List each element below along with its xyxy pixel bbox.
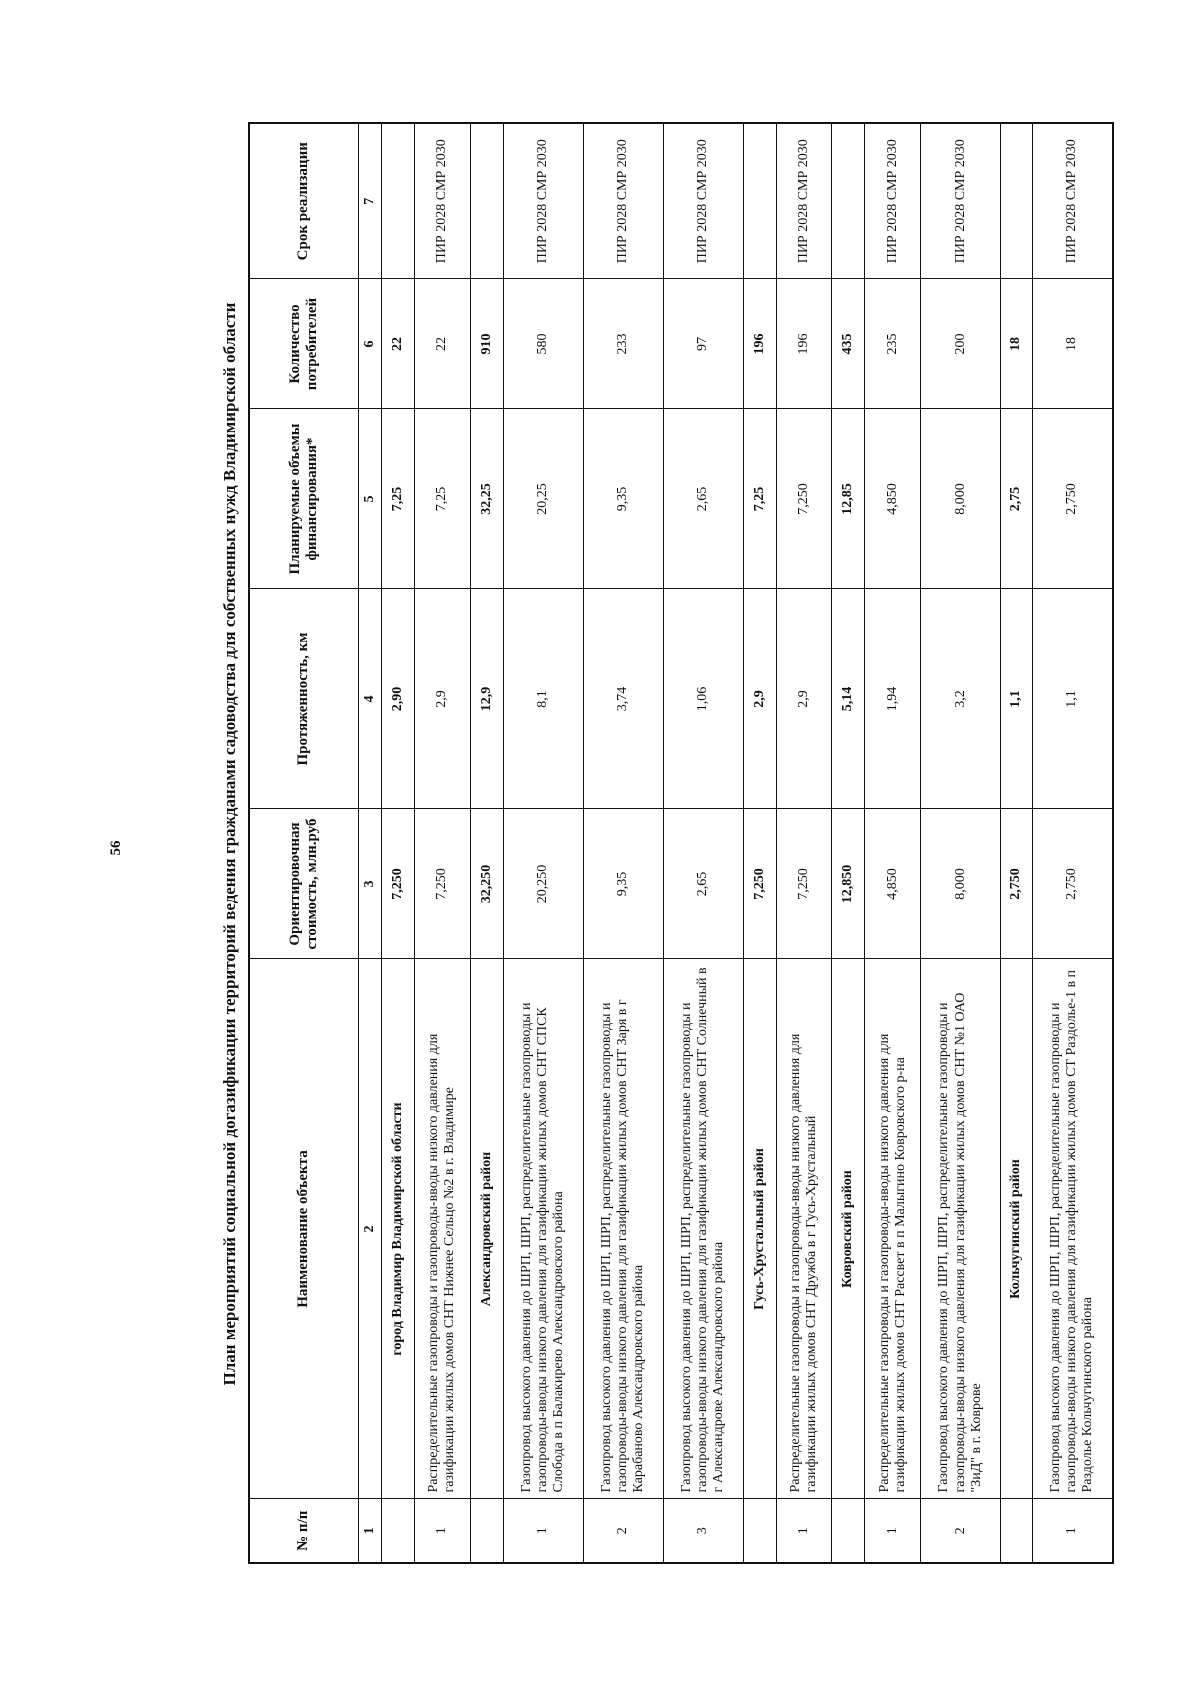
row-num: 1 [415, 1499, 471, 1563]
group-num-cell [470, 1499, 503, 1563]
group-length: 2,90 [382, 589, 415, 809]
plan-table [248, 122, 1114, 1564]
row-term: ПИР 2028 СМР 2030 [776, 123, 832, 279]
group-term-cell [470, 123, 503, 279]
group-length: 2,9 [743, 589, 776, 809]
table-row [583, 123, 663, 1563]
group-num-cell [832, 1499, 865, 1563]
row-num: 1 [865, 1499, 921, 1563]
row-length: 2,9 [776, 589, 832, 809]
group-num-cell [743, 1499, 776, 1563]
group-consumers: 18 [1001, 279, 1033, 409]
group-funding: 7,25 [382, 409, 415, 589]
row-length: 3,74 [583, 589, 663, 809]
row-name: Газопровод высокого давления до ШРП, ШРП, распределительные газопроводы и газопроводы-вводы низкого давления для газификации жилых домов СНТ СПСК Слобода в п Балакирево Александровского района [503, 959, 583, 1499]
row-term: ПИР 2028 СМР 2030 [583, 123, 663, 279]
row-consumers: 233 [583, 279, 663, 409]
table-row [415, 123, 471, 1563]
row-num: 2 [921, 1499, 1001, 1563]
row-term: ПИР 2028 СМР 2030 [415, 123, 471, 279]
row-term: ПИР 2028 СМР 2030 [865, 123, 921, 279]
row-name: Распределительные газопроводы и газопроводы-вводы низкого давления для газификации жилых домов СНТ Дружба в г Гусь-Хрустальный [776, 959, 832, 1499]
row-cost: 4,850 [865, 809, 921, 959]
row-term: ПИР 2028 СМР 2030 [663, 123, 743, 279]
group-cost: 2,750 [1001, 809, 1033, 959]
group-cost: 7,250 [382, 809, 415, 959]
group-length: 1,1 [1001, 589, 1033, 809]
rotated-landscape-page [212, 124, 1142, 1564]
group-row [470, 123, 503, 1563]
row-cost: 7,250 [776, 809, 832, 959]
row-name: Газопровод высокого давления до ШРП, ШРП, распределительные газопроводы и газопроводы-вводы низкого давления для газификации жилых домов СНТ Солнечный в г Александрове Александровского района [663, 959, 743, 1499]
table-row [776, 123, 832, 1563]
group-cost: 12,850 [832, 809, 865, 959]
row-length: 1,1 [1032, 589, 1113, 809]
header-name: Наименование объекта [249, 959, 359, 1499]
row-funding: 7,25 [415, 409, 471, 589]
group-term-cell [743, 123, 776, 279]
group-funding: 2,75 [1001, 409, 1033, 589]
row-cost: 2,750 [1032, 809, 1113, 959]
row-term: ПИР 2028 СМР 2030 [921, 123, 1001, 279]
group-name: Гусь-Хрустальный район [743, 959, 776, 1499]
row-cost: 20,250 [503, 809, 583, 959]
group-funding: 32,25 [470, 409, 503, 589]
document-title: План мероприятий социальной догазификации территорий ведения гражданами садоводства для собственных нужд Владимирской области [220, 302, 239, 1386]
row-consumers: 200 [921, 279, 1001, 409]
row-length: 2,9 [415, 589, 471, 809]
table-row [865, 123, 921, 1563]
group-funding: 7,25 [743, 409, 776, 589]
group-consumers: 22 [382, 279, 415, 409]
row-funding: 2,65 [663, 409, 743, 589]
column-number: 3 [359, 809, 382, 959]
group-cost: 7,250 [743, 809, 776, 959]
group-name: город Владимир Владимирской области [382, 959, 415, 1499]
row-funding: 7,250 [776, 409, 832, 589]
group-name: Александровский район [470, 959, 503, 1499]
row-funding: 4,850 [865, 409, 921, 589]
row-funding: 20,25 [503, 409, 583, 589]
group-cost: 32,250 [470, 809, 503, 959]
group-length: 12,9 [470, 589, 503, 809]
row-funding: 2,750 [1032, 409, 1113, 589]
column-number: 2 [359, 959, 382, 1499]
row-num: 3 [663, 1499, 743, 1563]
row-consumers: 18 [1032, 279, 1113, 409]
group-row [1001, 123, 1033, 1563]
row-name: Распределительные газопроводы и газопроводы-вводы низкого давления для газификации жилых домов СНТ Рассвет в п Малыгино Ковровского р-на [865, 959, 921, 1499]
row-num: 1 [1032, 1499, 1113, 1563]
column-number: 1 [359, 1499, 382, 1563]
table-row [1032, 123, 1113, 1563]
column-number: 4 [359, 589, 382, 809]
header-num: № п/п [249, 1499, 359, 1563]
row-consumers: 196 [776, 279, 832, 409]
column-number: 6 [359, 279, 382, 409]
group-num-cell [1001, 1499, 1033, 1563]
group-consumers: 435 [832, 279, 865, 409]
table-row [503, 123, 583, 1563]
column-number: 5 [359, 409, 382, 589]
row-consumers: 580 [503, 279, 583, 409]
row-name: Газопровод высокого давления до ШРП, ШРП, распределительные газопроводы и газопроводы-вводы низкого давления для газификации жилых домов СНТ Заря в г Карабаново Александровского района [583, 959, 663, 1499]
row-consumers: 22 [415, 279, 471, 409]
group-row [832, 123, 865, 1563]
group-funding: 12,85 [832, 409, 865, 589]
row-name: Газопровод высокого давления до ШРП, ШРП, распределительные газопроводы и газопроводы-вводы низкого давления для газификации жилых домов СНТ №1 ОАО "ЗиД" в г. Коврове [921, 959, 1001, 1499]
table-row [921, 123, 1001, 1563]
header-length: Протяженность, км [249, 589, 359, 809]
group-term-cell [382, 123, 415, 279]
header-consumers: Количество потребителей [249, 279, 359, 409]
row-length: 8,1 [503, 589, 583, 809]
header-funding: Планируемые объемы финансирования* [249, 409, 359, 589]
row-funding: 8,000 [921, 409, 1001, 589]
group-name: Кольчугинский район [1001, 959, 1033, 1499]
row-cost: 2,65 [663, 809, 743, 959]
group-consumers: 910 [470, 279, 503, 409]
row-term: ПИР 2028 СМР 2030 [503, 123, 583, 279]
group-consumers: 196 [743, 279, 776, 409]
row-name: Распределительные газопроводы и газопроводы-вводы низкого давления для газификации жилых домов СНТ Нижнее Сельцо №2 в г. Владимире [415, 959, 471, 1499]
header-term: Срок реализации [249, 123, 359, 279]
column-number: 7 [359, 123, 382, 279]
row-num: 1 [776, 1499, 832, 1563]
group-num-cell [382, 1499, 415, 1563]
row-length: 1,94 [865, 589, 921, 809]
row-consumers: 235 [865, 279, 921, 409]
row-length: 1,06 [663, 589, 743, 809]
group-term-cell [1001, 123, 1033, 279]
row-cost: 7,250 [415, 809, 471, 959]
group-term-cell [832, 123, 865, 279]
header-cost: Ориентировочная стоимость, млн.руб [249, 809, 359, 959]
group-row [382, 123, 415, 1563]
group-name: Ковровский район [832, 959, 865, 1499]
table-header-row [249, 123, 359, 1563]
column-number-row [359, 123, 382, 1563]
row-num: 2 [583, 1499, 663, 1563]
row-name: Газопровод высокого давления до ШРП, ШРП, распределительные газопроводы и газопроводы-вводы низкого давления для газификации жилых домов СТ Раздолье-1 в п Раздолье Кольчугинского района [1032, 959, 1113, 1499]
table-row [663, 123, 743, 1563]
page-number: 56 [108, 840, 124, 856]
row-length: 3,2 [921, 589, 1001, 809]
group-length: 5,14 [832, 589, 865, 809]
row-cost: 9,35 [583, 809, 663, 959]
row-consumers: 97 [663, 279, 743, 409]
group-row [743, 123, 776, 1563]
row-funding: 9,35 [583, 409, 663, 589]
row-num: 1 [503, 1499, 583, 1563]
row-cost: 8,000 [921, 809, 1001, 959]
row-term: ПИР 2028 СМР 2030 [1032, 123, 1113, 279]
